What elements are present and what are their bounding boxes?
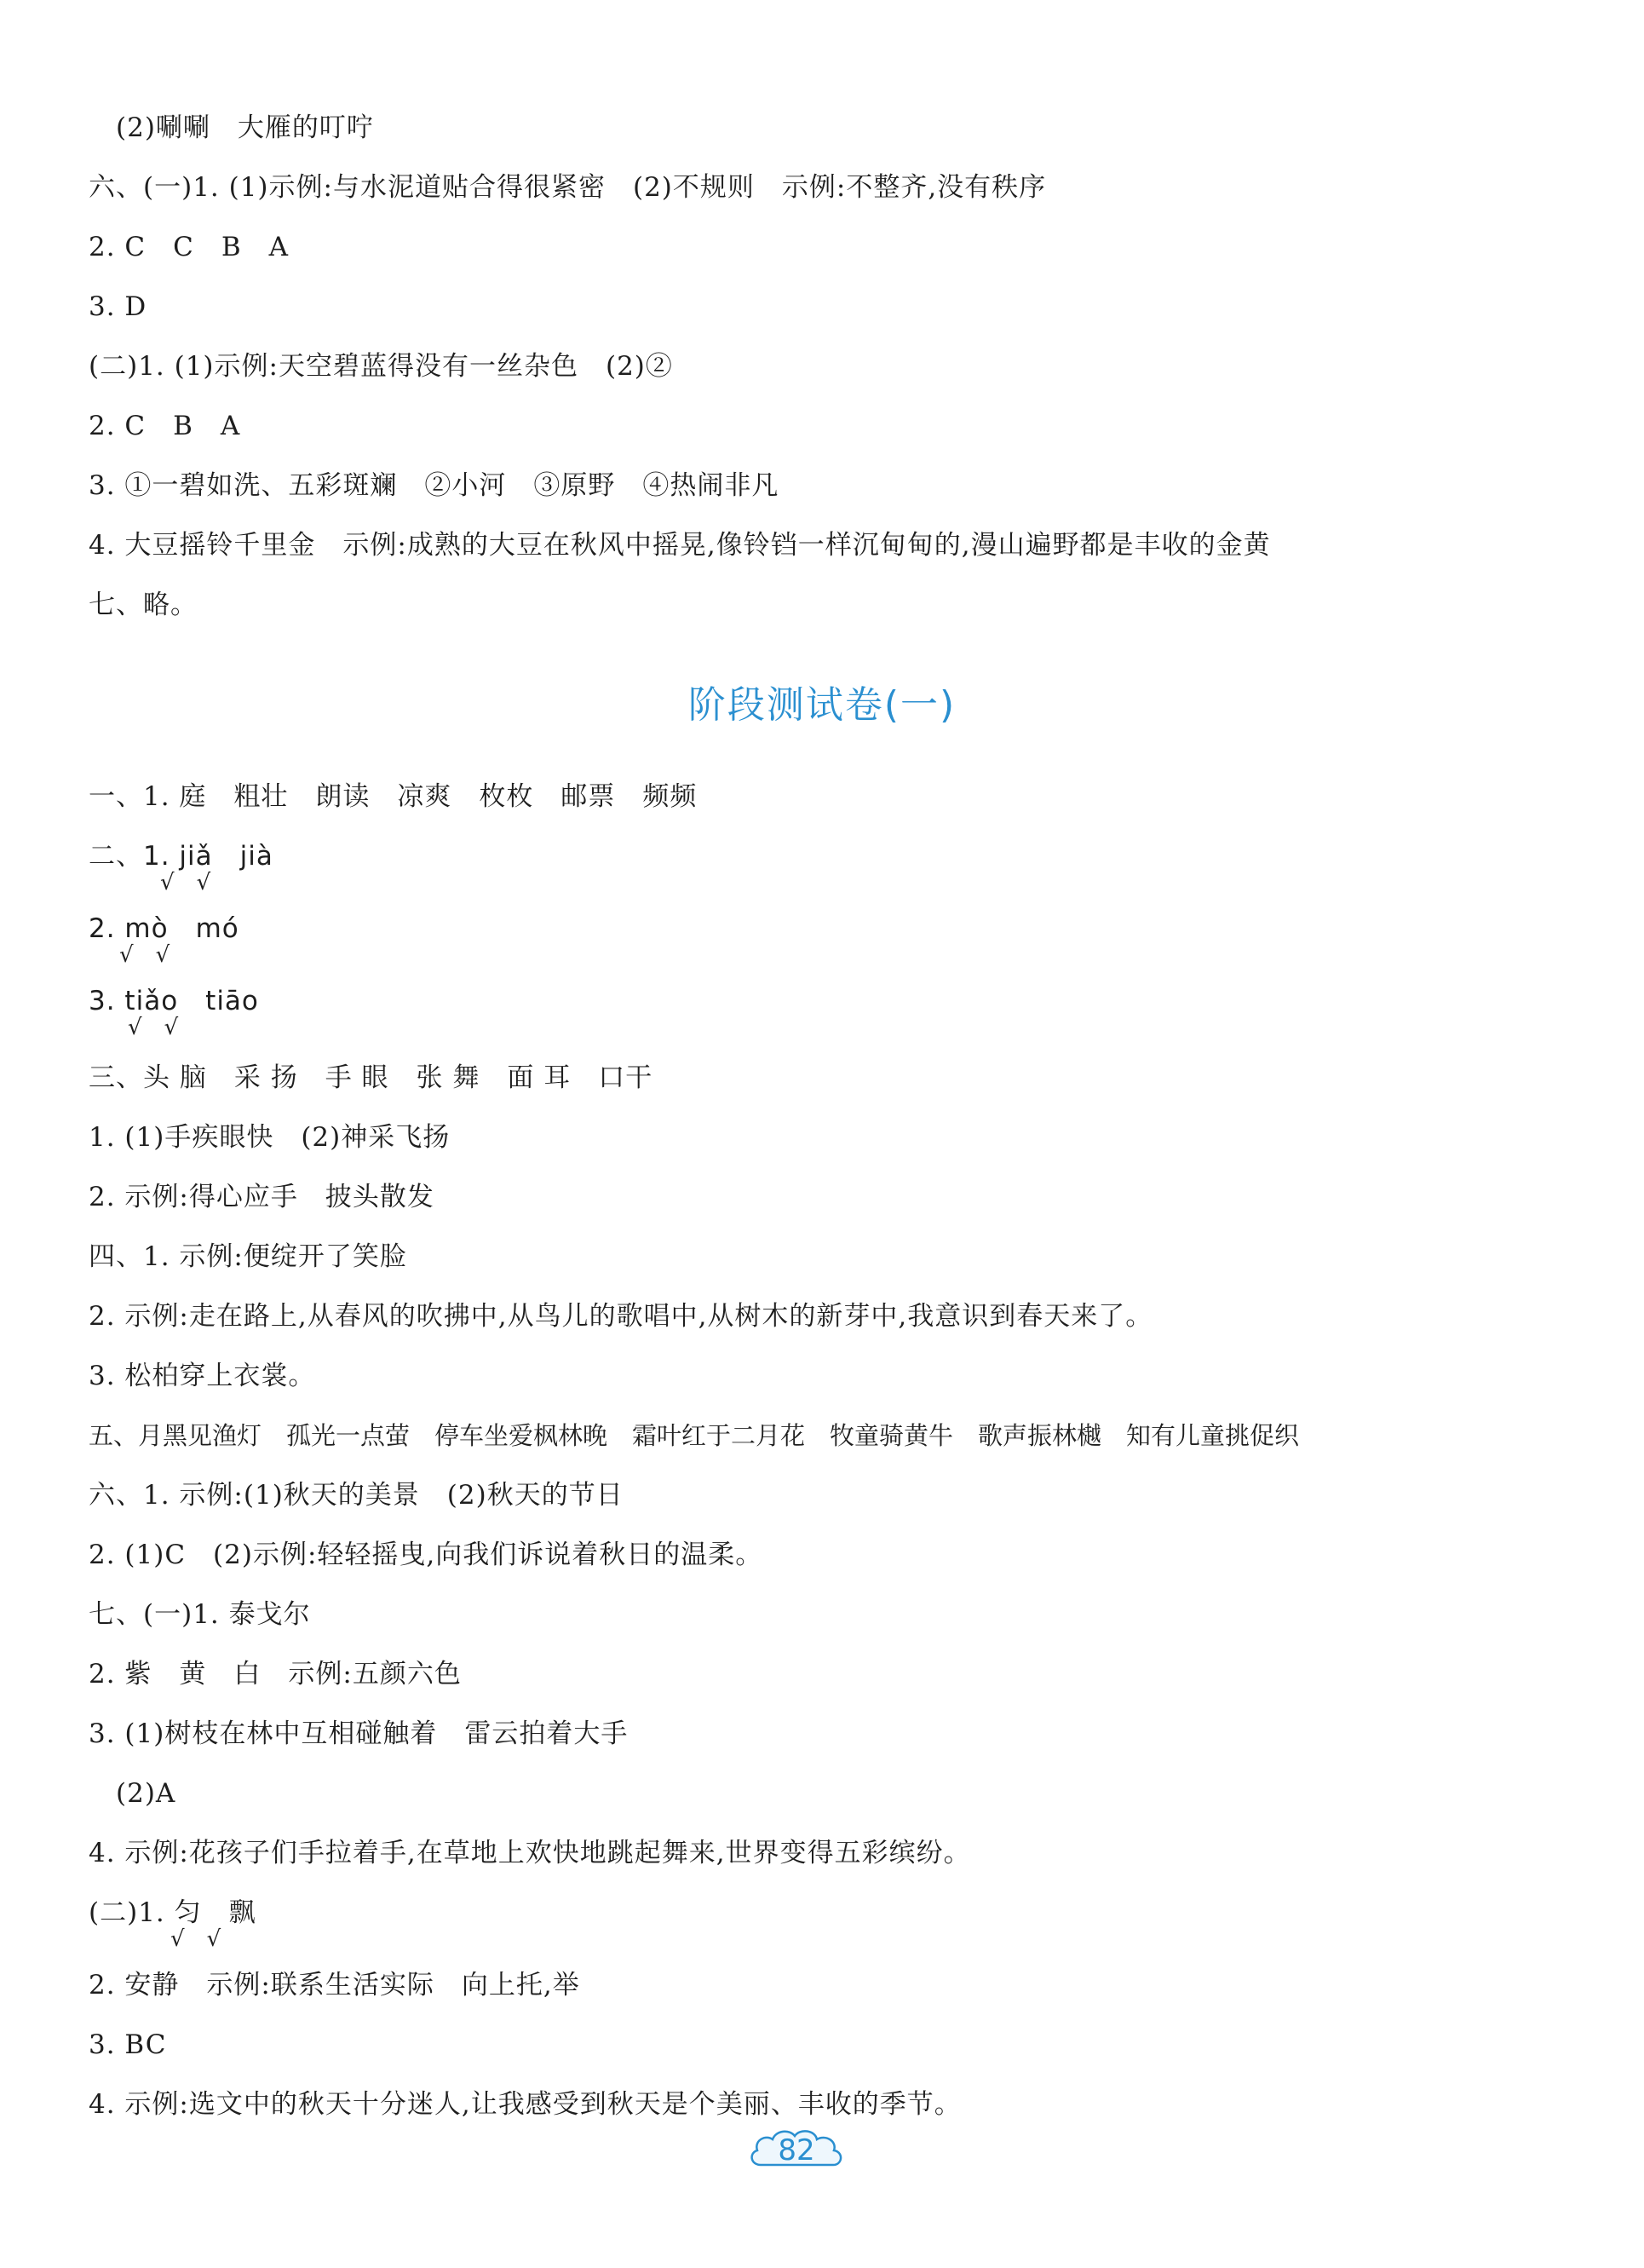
answer-line: 三、头 脑 采 扬 手 眼 张 舞 面 耳 口干 — [89, 1062, 653, 1093]
answer-line: (2)A — [116, 1778, 176, 1809]
answer-line: 2. 紫 黄 白 示例:五颜六色 — [89, 1659, 462, 1689]
answer-line: 2. 示例:得心应手 披头散发 — [89, 1182, 434, 1212]
answer-line: 2. mò mó — [89, 913, 239, 944]
answer-line: 2. 示例:走在路上,从春风的吹拂中,从鸟儿的歌唱中,从树木的新芽中,我意识到春天来了。 — [89, 1301, 1153, 1332]
answer-line: (2)唰唰 大雁的叮咛 — [116, 112, 374, 143]
answer-line: 3. ①一碧如洗、五彩斑斓 ②小河 ③原野 ④热闹非凡 — [89, 470, 779, 501]
answer-line: 七、略。 — [89, 590, 198, 620]
answer-line: 2. (1)C (2)示例:轻轻摇曳,向我们诉说着秋日的温柔。 — [89, 1540, 763, 1570]
answer-line: 4. 示例:选文中的秋天十分迷人,让我感受到秋天是个美丽、丰收的季节。 — [89, 2089, 962, 2120]
answer-line: 3. (1)树枝在林中互相碰触着 雷云拍着大手 — [89, 1718, 629, 1749]
answer-line: 3. BC — [89, 2029, 167, 2060]
page-number-badge — [745, 2126, 848, 2175]
answer-line: 4. 示例:花孩子们手拉着手,在草地上欢快地跳起舞来,世界变得五彩缤纷。 — [89, 1838, 971, 1868]
answer-line: 4. 大豆摇铃千里金 示例:成熟的大豆在秋风中摇晃,像铃铛一样沉甸甸的,漫山遍野都是丰收的金黄 — [89, 530, 1271, 561]
answer-line: 1. (1)手疾眼快 (2)神采飞扬 — [89, 1122, 451, 1153]
answer-line: 六、(一)1. (1)示例:与水泥道贴合得很紧密 (2)不规则 示例:不整齐,没有秩序 — [89, 172, 1047, 203]
answer-line: 3. tiǎo tiāo — [89, 986, 259, 1016]
checkmark-row: √ √ — [170, 1926, 221, 1952]
answer-line: 3. D — [89, 291, 147, 322]
answer-line: 一、1. 庭 粗壮 朗读 凉爽 枚枚 邮票 频频 — [89, 781, 698, 812]
answer-line: 六、1. 示例:(1)秋天的美景 (2)秋天的节日 — [89, 1480, 624, 1511]
answer-line: 2. C C B A — [89, 232, 290, 262]
answer-line: 2. 安静 示例:联系生活实际 向上托,举 — [89, 1970, 580, 2000]
answer-line: 2. C B A — [89, 411, 241, 441]
answer-line: 二、1. jiǎ jià — [89, 841, 273, 872]
answer-line: (二)1. (1)示例:天空碧蓝得没有一丝杂色 (2)② — [89, 351, 673, 382]
answer-line: 五、月黑见渔灯 孤光一点萤 停车坐爱枫林晚 霜叶红于二月花 牧童骑黄牛 歌声振林樾 知有儿童挑促织 — [89, 1421, 1300, 1450]
checkmark-row: √ √ — [160, 870, 211, 895]
answer-line: 七、(一)1. 泰戈尔 — [89, 1599, 311, 1630]
page-number: 82 — [778, 2133, 815, 2167]
answer-line: 3. 松柏穿上衣裳。 — [89, 1361, 316, 1391]
checkmark-row: √ √ — [119, 942, 170, 968]
answer-line: 四、1. 示例:便绽开了笑脸 — [89, 1241, 407, 1272]
checkmark-row: √ √ — [128, 1015, 179, 1040]
answer-line: (二)1. 匀 飘 — [89, 1897, 256, 1928]
section-title: 阶段测试卷(一) — [687, 683, 957, 727]
